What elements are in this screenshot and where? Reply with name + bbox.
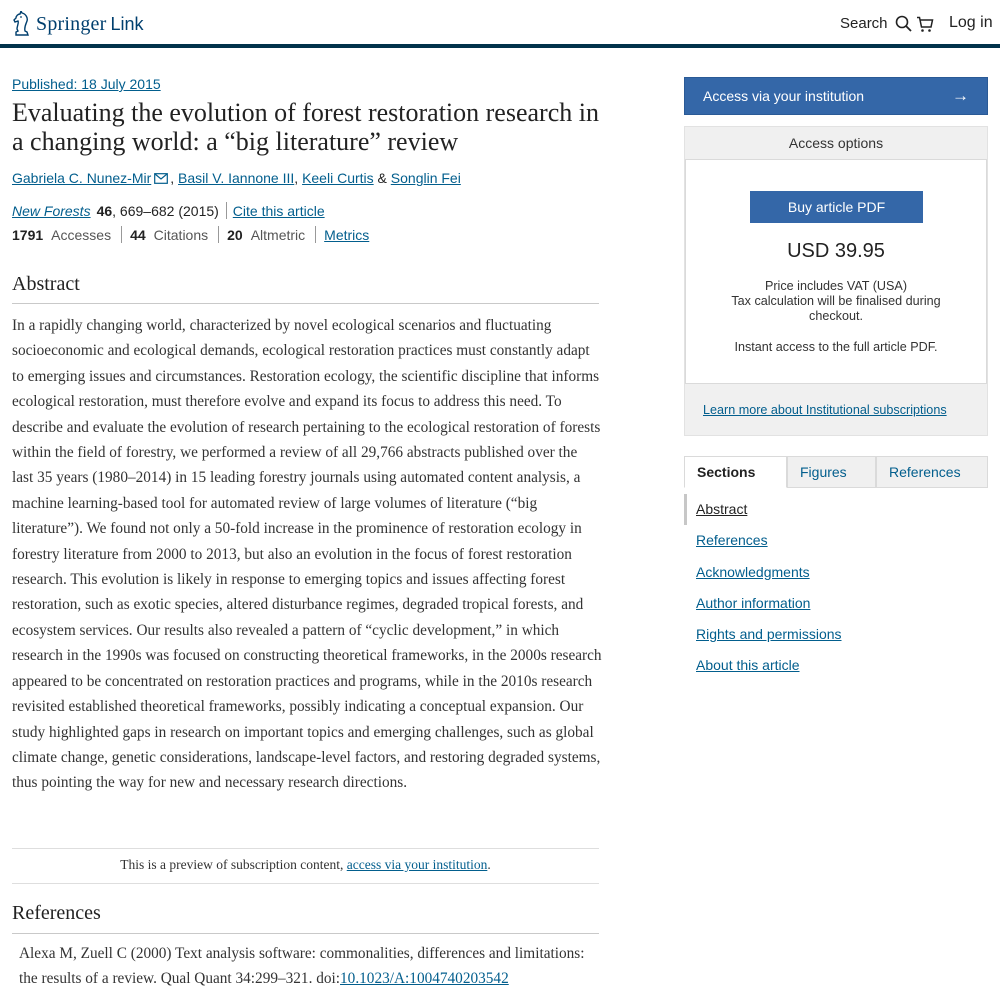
divider bbox=[12, 848, 599, 849]
preview-end: . bbox=[487, 857, 491, 872]
search-icon bbox=[895, 15, 912, 32]
metrics-link[interactable]: Metrics bbox=[324, 226, 370, 243]
author-separator: , bbox=[170, 170, 175, 186]
nav-item-acknowledgments[interactable] bbox=[684, 557, 988, 588]
divider bbox=[12, 303, 599, 304]
cite-article-link[interactable]: Cite this article bbox=[232, 202, 325, 219]
purchase-card bbox=[685, 159, 987, 384]
nav-item-about-article[interactable] bbox=[684, 650, 988, 681]
mail-icon[interactable] bbox=[154, 173, 168, 184]
divider bbox=[121, 226, 122, 243]
buy-pdf-button[interactable]: Buy article PDF bbox=[750, 191, 923, 223]
accesses-count: 1791 bbox=[12, 226, 44, 243]
tab-sections[interactable]: Sections bbox=[684, 456, 787, 488]
springer-link-logo[interactable] bbox=[12, 11, 144, 37]
reference-text: Alexa M, Zuell C (2000) Text analysis software: commonalities, differences and limitations: the results of a review. Qual Quant 34:299–321. doi: bbox=[19, 945, 585, 988]
accesses-label: Accesses bbox=[51, 226, 112, 243]
altmetric-count: 20 bbox=[227, 226, 243, 243]
vat-note: Price includes VAT (USA) bbox=[764, 279, 908, 293]
cart-icon bbox=[916, 16, 934, 33]
divider bbox=[12, 883, 599, 884]
preview-text: This is a preview of subscription content, bbox=[120, 857, 347, 872]
search-label: Search bbox=[840, 15, 888, 32]
divider bbox=[226, 202, 227, 219]
nav-item-abstract[interactable]: Abstract bbox=[684, 494, 988, 525]
abstract-heading: Abstract bbox=[12, 273, 80, 295]
section-nav bbox=[684, 494, 988, 682]
chess-knight-icon bbox=[12, 11, 32, 37]
published-date[interactable]: Published: 18 July 2015 bbox=[12, 76, 161, 92]
nav-label: Author information bbox=[696, 594, 811, 611]
divider bbox=[315, 226, 316, 243]
abstract-text: In a rapidly changing world, characterized by novel ecological scenarios and fluctuating socioeconomic and ecological demands, ecological restoration practices must constantly adapt to emerging issues and circumstances. Restoration ecology, the scientific discipline that informs ecological restoration, must therefore evolve and expand its focus to address this need. To describe and evaluate the evolution of research pertaining to the ecological restoration of forests within the field of forestry, we performed a review of all 29,766 abstracts published over the last 35 years (1980–2014) in 15 leading forestry journals using automated content analysis, a machine learning-based tool for automated review of large volumes of literature (“big literature”). We found not only a 50-fold increase in the prominence of restoration ecology in forestry literature from 2000 to 2013, but also an evolution in the focus of forest restoration research. This evolution is likely in response to emerging topics and issues affecting forest restoration, such as exotic species, altered disturbance regimes, degraded tropical forests, and ecosystem services. Our results also revealed a pattern of “cyclic development,” in which research in the 1990s was focused on constructing theoretical frameworks, in the 2000s research appeared to be concentrated on restoration practices and programs, while in the 2010s research revisited established theoretical frameworks, possibly indicating a conceptual expansion. Our study highlighted gaps in research on important topics and emerging challenges, such as global climate change, genetic considerations, landscape-level factors, and restoring degraded systems, thus pointing the way for new and necessary research directions. bbox=[12, 317, 602, 792]
doi-link[interactable]: 10.1023/A:1004740203542 bbox=[340, 970, 509, 988]
institutional-subscriptions-link[interactable]: Learn more about Institutional subscriptions bbox=[703, 403, 947, 417]
tax-note: Tax calculation will be finalised during checkout. bbox=[731, 294, 941, 323]
access-institution-button[interactable] bbox=[684, 77, 988, 115]
cart-button[interactable] bbox=[916, 16, 934, 38]
access-options-panel bbox=[684, 126, 988, 436]
author-list bbox=[12, 170, 461, 186]
tab-figures[interactable]: Figures bbox=[787, 456, 876, 488]
arrow-right-icon: → bbox=[952, 86, 969, 105]
nav-label: Rights and permissions bbox=[696, 626, 842, 643]
logo-springer-text: Springer bbox=[36, 12, 107, 35]
author-link[interactable]: Basil V. Iannone III bbox=[178, 170, 295, 186]
divider bbox=[12, 933, 599, 934]
author-link[interactable]: Songlin Fei bbox=[390, 170, 461, 186]
nav-item-references[interactable] bbox=[684, 525, 988, 556]
author-ampersand: & bbox=[377, 170, 387, 186]
altmetric-label: Altmetric bbox=[250, 226, 306, 243]
divider bbox=[218, 226, 219, 243]
references-heading: References bbox=[12, 902, 101, 924]
instant-access-note: Instant access to the full article PDF. bbox=[734, 340, 938, 354]
logo-link-text: Link bbox=[110, 13, 144, 34]
journal-link[interactable]: New Forests bbox=[12, 202, 91, 219]
nav-item-author-information[interactable] bbox=[684, 588, 988, 619]
sidebar-tabs bbox=[684, 456, 988, 488]
price: USD 39.95 bbox=[787, 240, 885, 262]
top-header bbox=[0, 0, 1000, 48]
reference-item bbox=[19, 941, 604, 992]
login-link[interactable]: Log in bbox=[949, 14, 993, 31]
search-button[interactable] bbox=[840, 15, 912, 32]
nav-label: About this article bbox=[696, 657, 800, 674]
preview-access-link[interactable]: access via your institution bbox=[346, 857, 488, 872]
author-link[interactable]: Gabriela C. Nunez-Mir bbox=[12, 170, 152, 186]
author-link[interactable]: Keeli Curtis bbox=[302, 170, 374, 186]
article-metrics bbox=[12, 226, 369, 243]
author-separator: , bbox=[294, 170, 299, 186]
article-title: Evaluating the evolution of forest restoration research in a changing world: a “big literature” review bbox=[12, 98, 599, 156]
access-options-title: Access options bbox=[788, 135, 884, 151]
nav-label: References bbox=[696, 532, 768, 549]
journal-volume: 46 bbox=[96, 202, 113, 219]
access-button-label: Access via your institution bbox=[703, 88, 865, 104]
nav-label: Acknowledgments bbox=[696, 563, 810, 580]
price-note bbox=[686, 279, 986, 324]
citations-label: Citations bbox=[153, 226, 209, 243]
tab-references[interactable]: References bbox=[876, 456, 988, 488]
journal-info bbox=[12, 202, 325, 219]
preview-notice bbox=[12, 857, 599, 873]
nav-item-rights-permissions[interactable] bbox=[684, 619, 988, 650]
citations-count: 44 bbox=[130, 226, 146, 243]
journal-pages: , 669–682 (2015) bbox=[112, 202, 219, 219]
